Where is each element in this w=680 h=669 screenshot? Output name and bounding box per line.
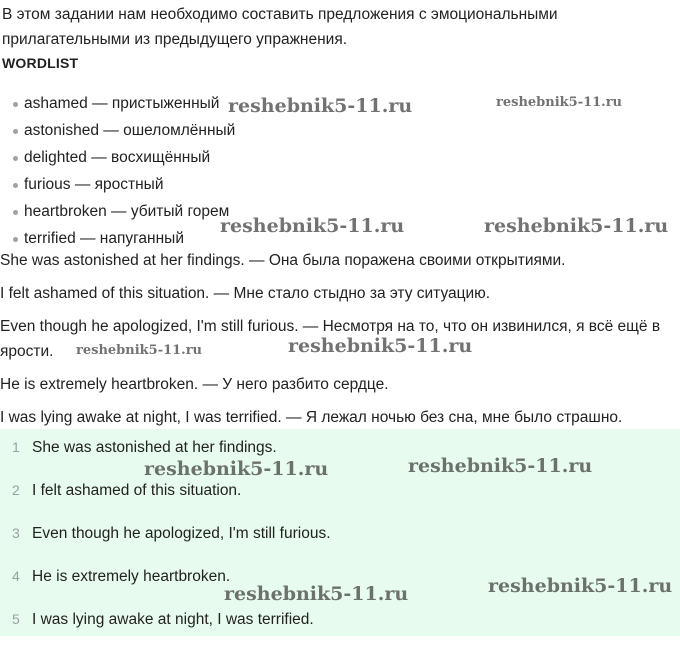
wordlist-item: astonished — ошеломлённый xyxy=(12,117,235,144)
wordlist-item: heartbroken — убитый горем xyxy=(12,198,235,225)
answer-text: He is extremely heartbroken. xyxy=(32,568,231,585)
answer-number: 5 xyxy=(12,611,20,627)
watermark: reshebnik5-11.ru xyxy=(220,215,405,237)
answer-text: I was lying awake at night, I was terrified. xyxy=(32,611,314,628)
wordlist-item: delighted — восхищённый xyxy=(12,144,235,171)
watermark: reshebnik5-11.ru xyxy=(144,458,329,480)
watermark: reshebnik5-11.ru xyxy=(496,95,623,110)
answer-text: She was astonished at her findings. xyxy=(32,439,277,456)
wordlist-heading: WORDLIST xyxy=(2,55,79,71)
sentence: She was astonished at her findings. — Она была поражена своими открытиями. xyxy=(0,252,566,269)
answer-number: 2 xyxy=(12,482,20,498)
answer-text: I felt ashamed of this situation. xyxy=(32,482,242,499)
intro-text: В этом задании нам необходимо составить предложения с эмоциональными прилагательными из предыдущего упражнения. xyxy=(2,6,558,48)
answer-number: 1 xyxy=(12,439,20,455)
answer-number: 4 xyxy=(12,568,20,584)
wordlist-item: furious — яростный xyxy=(12,171,235,198)
watermark: reshebnik5-11.ru xyxy=(228,95,413,117)
wordlist-item: ashamed — пристыженный xyxy=(12,90,235,117)
watermark: reshebnik5-11.ru xyxy=(76,343,203,358)
answer-text: Even though he apologized, I'm still furious. xyxy=(32,525,331,542)
watermark: reshebnik5-11.ru xyxy=(484,215,669,237)
sentence: He is extremely heartbroken. — У него разбито сердце. xyxy=(0,376,389,393)
watermark: reshebnik5-11.ru xyxy=(488,575,673,597)
sentence: Even though he apologized, I'm still furious. — Несмотря на то, что он извинился, я всё ещё в ярости. xyxy=(0,318,661,360)
wordlist xyxy=(12,90,235,252)
sentence: I felt ashamed of this situation. — Мне стало стыдно за эту ситуацию. xyxy=(0,285,491,302)
wordlist-item: terrified — напуганный xyxy=(12,225,235,252)
answer-number: 3 xyxy=(12,525,20,541)
watermark: reshebnik5-11.ru xyxy=(224,583,409,605)
sentence: I was lying awake at night, I was terrified. — Я лежал ночью без сна, мне было страшно. xyxy=(0,409,623,426)
watermark: reshebnik5-11.ru xyxy=(288,335,473,357)
watermark: reshebnik5-11.ru xyxy=(408,455,593,477)
